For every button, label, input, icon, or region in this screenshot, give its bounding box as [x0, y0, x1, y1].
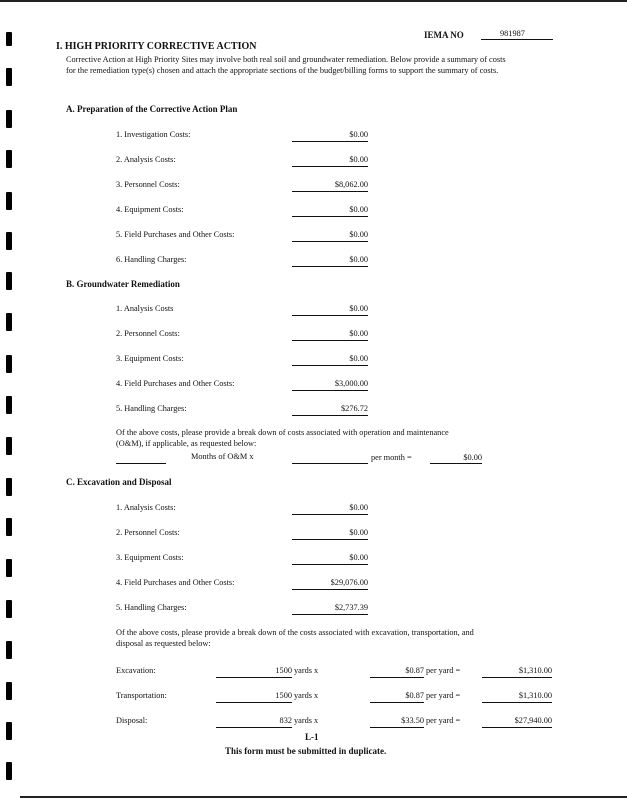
b-item-underline [292, 390, 368, 391]
om-months-field[interactable] [116, 463, 166, 464]
transportation-rate: $0.87 [405, 691, 424, 700]
a-item-label: 6. Handling Charges: [116, 255, 187, 264]
disposal-yards-underline [216, 727, 292, 728]
b-item-underline [292, 315, 368, 316]
binder-hole [6, 518, 12, 536]
disposal-total-underline [482, 727, 552, 728]
binder-hole [6, 272, 12, 290]
binder-hole [6, 68, 12, 86]
a-item-label: 4. Equipment Costs: [116, 205, 184, 214]
binder-hole [6, 355, 12, 373]
a-item-value: $0.00 [349, 205, 368, 214]
transportation-rate-underline [370, 702, 424, 703]
transportation-total-underline [482, 702, 552, 703]
a-item-label: 5. Field Purchases and Other Costs: [116, 230, 235, 239]
binder-hole [6, 641, 12, 659]
c-item-value: $0.00 [349, 503, 368, 512]
a-item-underline [292, 166, 368, 167]
binder-hole [6, 32, 12, 46]
a-item-underline [292, 241, 368, 242]
b-item-value: $0.00 [349, 304, 368, 313]
c-item-label: 3. Equipment Costs: [116, 553, 184, 562]
b-item-underline [292, 365, 368, 366]
transportation-yards-label: yards x [294, 691, 319, 700]
c-item-label: 4. Field Purchases and Other Costs: [116, 578, 235, 587]
disposal-total: $27,940.00 [514, 716, 552, 725]
b-item-label: 5. Handling Charges: [116, 404, 187, 413]
c-item-value: $2,737.39 [334, 603, 368, 612]
a-item-label: 2. Analysis Costs: [116, 155, 176, 164]
transportation-label: Transportation: [116, 691, 167, 700]
b-item-underline [292, 415, 368, 416]
c-item-label: 5. Handling Charges: [116, 603, 187, 612]
iema-number: 981987 [500, 29, 525, 38]
a-item-underline [292, 216, 368, 217]
c-item-underline [292, 589, 368, 590]
breakdown-paragraph: Of the above costs, please provide a break down of the costs associated with excavation, transportation, and disposal as requested below: [116, 628, 474, 648]
binder-hole [6, 192, 12, 210]
binder-hole [6, 682, 12, 700]
a-item-underline [292, 141, 368, 142]
om-per-month-field[interactable] [292, 463, 368, 464]
binder-hole [6, 110, 12, 128]
section-c-title: C. Excavation and Disposal [66, 477, 172, 487]
om-total-value: $0.00 [463, 453, 482, 462]
excavation-total-underline [482, 677, 552, 678]
a-item-underline [292, 266, 368, 267]
excavation-rate: $0.87 [405, 666, 424, 675]
excavation-rate-label: per yard = [426, 666, 461, 675]
iema-label: IEMA NO [424, 30, 464, 40]
om-total-underline [430, 463, 482, 464]
transportation-yards-underline [216, 702, 292, 703]
binder-hole [6, 437, 12, 455]
binder-hole [6, 150, 12, 168]
b-item-value: $3,000.00 [334, 379, 368, 388]
section-title: I. HIGH PRIORITY CORRECTIVE ACTION [56, 41, 257, 52]
c-item-value: $0.00 [349, 553, 368, 562]
intro-paragraph: Corrective Action at High Priority Sites may involve both real soil and groundwater remediation. Below provide a summary of costs for the remediation type(s) chosen and attach the appropriate sections of the budget/billing forms to support the summary of costs. [66, 55, 506, 75]
binder-hole [6, 396, 12, 414]
footer-note: This form must be submitted in duplicate. [225, 746, 387, 756]
b-item-label: 2. Personnel Costs: [116, 329, 180, 338]
section-b-title: B. Groundwater Remediation [66, 279, 180, 289]
excavation-yards: 1500 [275, 666, 292, 675]
excavation-rate-underline [370, 677, 424, 678]
bottom-border [20, 796, 627, 798]
c-item-label: 1. Analysis Costs: [116, 503, 176, 512]
disposal-rate-label: per yard = [426, 716, 461, 725]
b-item-value: $276.72 [341, 404, 368, 413]
c-item-underline [292, 514, 368, 515]
c-item-label: 2. Personnel Costs: [116, 528, 180, 537]
b-item-underline [292, 340, 368, 341]
transportation-yards: 1500 [275, 691, 292, 700]
binder-hole [6, 722, 12, 740]
c-item-value: $0.00 [349, 528, 368, 537]
binder-hole [6, 478, 12, 496]
section-a-title: A. Preparation of the Corrective Action Plan [66, 104, 238, 114]
top-border [0, 0, 627, 2]
page-number: L-1 [305, 732, 319, 742]
b-item-label: 3. Equipment Costs: [116, 354, 184, 363]
iema-underline [481, 39, 553, 40]
a-item-label: 1. Investigation Costs: [116, 130, 191, 139]
om-months-label: Months of O&M x [191, 452, 254, 461]
disposal-rate: $33.50 [401, 716, 424, 725]
binder-hole [6, 600, 12, 618]
binder-hole [6, 559, 12, 577]
b-item-value: $0.00 [349, 354, 368, 363]
excavation-yards-label: yards x [294, 666, 319, 675]
c-item-underline [292, 539, 368, 540]
a-item-value: $0.00 [349, 155, 368, 164]
transportation-rate-label: per yard = [426, 691, 461, 700]
binder-hole [6, 232, 12, 250]
b-item-label: 4. Field Purchases and Other Costs: [116, 379, 235, 388]
a-item-value: $0.00 [349, 130, 368, 139]
om-paragraph: Of the above costs, please provide a break down of costs associated with operation and maintenance (O&M), if applicable, as requested below: [116, 428, 449, 448]
binder-hole [6, 762, 12, 780]
binder-hole [6, 313, 12, 331]
disposal-label: Disposal: [116, 716, 148, 725]
a-item-value: $0.00 [349, 255, 368, 264]
excavation-label: Excavation: [116, 666, 156, 675]
c-item-value: $29,076.00 [330, 578, 368, 587]
disposal-yards-label: yards x [294, 716, 319, 725]
a-item-label: 3. Personnel Costs: [116, 180, 180, 189]
b-item-label: 1. Analysis Costs [116, 304, 174, 313]
om-per-month-label: per month = [371, 453, 412, 462]
b-item-value: $0.00 [349, 329, 368, 338]
a-item-value: $0.00 [349, 230, 368, 239]
disposal-rate-underline [370, 727, 424, 728]
disposal-yards: 832 [279, 716, 292, 725]
a-item-value: $8,062.00 [334, 180, 368, 189]
excavation-total: $1,310.00 [518, 666, 552, 675]
transportation-total: $1,310.00 [518, 691, 552, 700]
c-item-underline [292, 614, 368, 615]
a-item-underline [292, 191, 368, 192]
c-item-underline [292, 564, 368, 565]
excavation-yards-underline [216, 677, 292, 678]
